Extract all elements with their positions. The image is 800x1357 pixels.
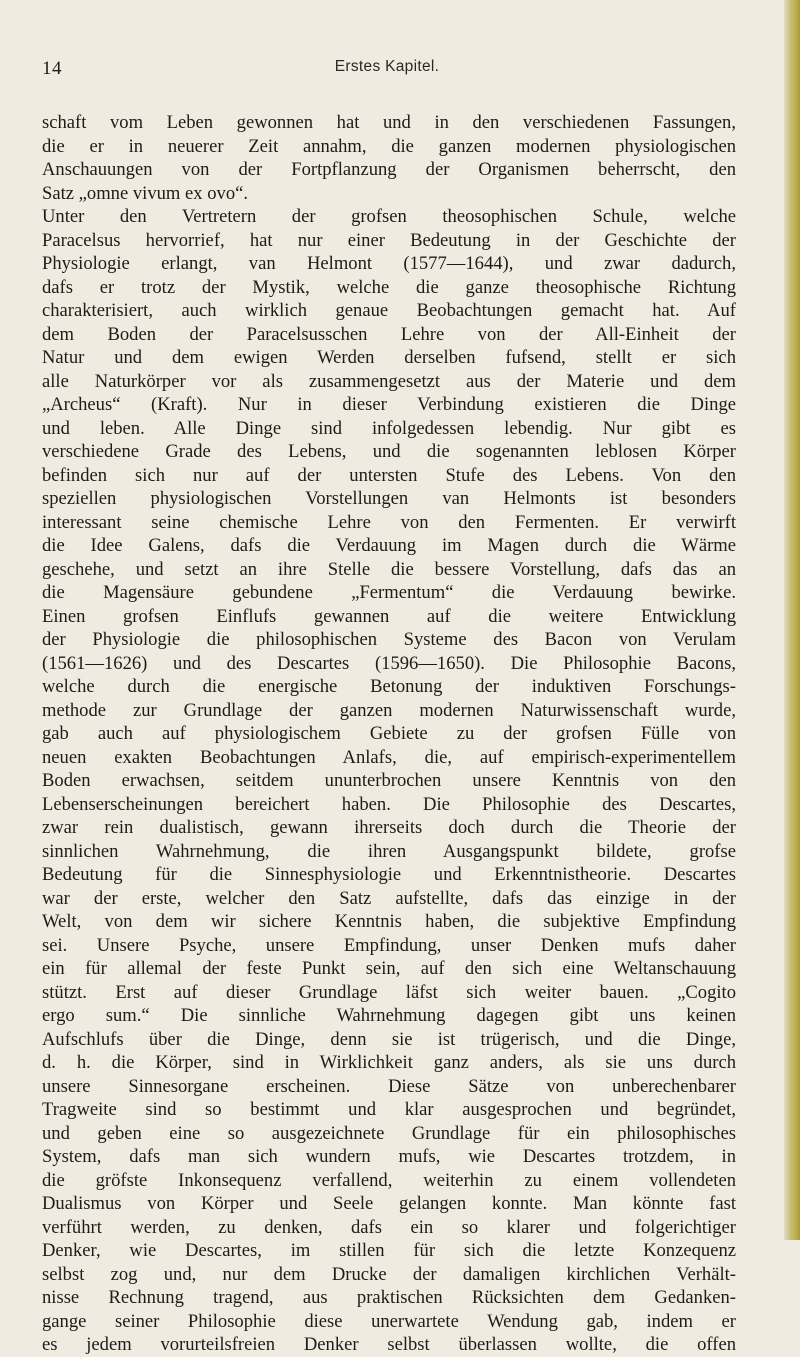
text-line: der Physiologie die philosophischen Systeme des Bacon von Verulam — [42, 629, 736, 650]
text-line: die gröfste Inkonsequenz verfallend, weiterhin zu einem vollendeten — [42, 1169, 736, 1191]
text-line: schaft vom Leben gewonnen hat und in den verschiedenen Fassungen, — [42, 112, 736, 133]
text-line: geschehe, und setzt an ihre Stelle die bessere Vorstellung, dafs das an — [42, 558, 736, 580]
text-line: Einen grofsen Einflufs gewannen auf die weitere Entwicklung — [42, 605, 736, 627]
text-line: „Archeus“ (Kraft). Nur in dieser Verbindung existieren die Dinge — [42, 394, 736, 415]
text-line: Welt, von dem wir sichere Kenntnis haben, die subjektive Empfindung — [42, 911, 736, 932]
text-line: dem Boden der Paracelsusschen Lehre von der All-Einheit der — [42, 323, 736, 345]
page-header — [42, 58, 732, 82]
text-line: Physiologie erlangt, van Helmont (1577—1644), und zwar dadurch, — [42, 253, 736, 274]
text-line: selbst zog und, nur dem Drucke der damaligen kirchlichen Verhält- — [42, 1263, 736, 1285]
text-line: die Magensäure gebundene „Fermentum“ die Verdauung bewirke. — [42, 582, 736, 603]
text-line: verführt werden, zu denken, dafs ein so klarer und folgerichtiger — [42, 1216, 736, 1238]
text-line: die er in neuerer Zeit annahm, die ganzen modernen physiologischen — [42, 135, 736, 157]
page-edge — [784, 0, 800, 1240]
text-line: verschiedene Grade des Lebens, und die sogenannten leblosen Körper — [42, 441, 736, 462]
text-line: d. h. die Körper, sind in Wirklichkeit ganz anders, als sie uns durch — [42, 1052, 736, 1073]
text-line: charakterisiert, auch wirklich genaue Beobachtungen gemacht hat. Auf — [42, 300, 736, 321]
text-line: es jedem vorurteilsfreien Denker selbst überlassen wollte, die offen — [42, 1334, 736, 1355]
text-line: neuen exakten Beobachtungen Anlafs, die, auf empirisch-experimentellem — [42, 746, 736, 768]
text-line: interessant seine chemische Lehre von den Fermenten. Er verwirft — [42, 511, 736, 533]
text-line: dafs er trotz der Mystik, welche die ganze theosophische Richtung — [42, 276, 736, 298]
text-line: gange seiner Philosophie diese unerwartete Wendung gab, indem er — [42, 1310, 736, 1332]
text-line: alle Naturkörper vor als zusammengesetzt aus der Materie und dem — [42, 370, 736, 392]
text-line: befinden sich nur auf der untersten Stufe des Lebens. Von den — [42, 464, 736, 486]
text-line: welche durch die energische Betonung der induktiven Forschungs- — [42, 676, 736, 697]
text-line: Denker, wie Descartes, im stillen für sich die letzte Konzequenz — [42, 1240, 736, 1261]
running-title: Erstes Kapitel. — [334, 58, 440, 75]
text-line: (1561—1626) und des Descartes (1596—1650). Die Philosophie Bacons, — [42, 652, 736, 674]
text-line: sei. Unsere Psyche, unsere Empfindung, unser Denken mufs daher — [42, 934, 736, 956]
text-line: Dualismus von Körper und Seele gelangen konnte. Man könnte fast — [42, 1193, 736, 1214]
text-line: Paracelsus hervorrief, hat nur einer Bedeutung in der Geschichte der — [42, 229, 736, 251]
text-line: Unter den Vertretern der grofsen theosophischen Schule, welche — [42, 206, 736, 227]
text-line: sinnlichen Wahrnehmung, die ihren Ausgangspunkt bildete, grofse — [42, 840, 736, 862]
text-line: Satz „omne vivum ex ovo“. — [42, 182, 249, 204]
text-line: nisse Rechnung tragend, aus praktischen Rücksichten dem Gedanken- — [42, 1287, 736, 1308]
text-line: methode zur Grundlage der ganzen modernen Naturwissenschaft wurde, — [42, 699, 736, 721]
text-line: stützt. Erst auf dieser Grundlage läfst sich weiter bauen. „Cogito — [42, 981, 736, 1003]
text-line: Bedeutung für die Sinnesphysiologie und Erkenntnistheorie. Descartes — [42, 864, 736, 885]
page-number: 14 — [42, 58, 62, 79]
body-text — [42, 111, 736, 1357]
text-line: und geben eine so ausgezeichnete Grundlage für ein philosophisches — [42, 1122, 736, 1144]
text-line: zwar rein dualistisch, gewann ihrerseits doch durch die Theorie der — [42, 817, 736, 838]
text-line: und leben. Alle Dinge sind infolgedessen lebendig. Nur gibt es — [42, 417, 736, 439]
text-line: gab auch auf physiologischem Gebiete zu der grofsen Fülle von — [42, 723, 736, 744]
text-line: Boden erwachsen, seitdem ununterbrochen unsere Kenntnis von den — [42, 770, 736, 791]
text-line: speziellen physiologischen Vorstellungen van Helmonts ist besonders — [42, 488, 736, 509]
text-line: Tragweite sind so bestimmt und klar ausgesprochen und begründet, — [42, 1099, 736, 1120]
text-line: Aufschlufs über die Dinge, denn sie ist trügerisch, und die Dinge, — [42, 1028, 736, 1050]
text-line: ein für allemal der feste Punkt sein, auf den sich eine Weltanschauung — [42, 958, 736, 979]
text-line: die Idee Galens, dafs die Verdauung im Magen durch die Wärme — [42, 535, 736, 556]
text-line: Lebenserscheinungen bereichert haben. Die Philosophie des Descartes, — [42, 793, 736, 815]
text-line: war der erste, welcher den Satz aufstellte, dafs das einzige in der — [42, 887, 736, 909]
text-line: Anschauungen von der Fortpflanzung der Organismen beherrscht, den — [42, 159, 736, 180]
text-line: ergo sum.“ Die sinnliche Wahrnehmung dagegen gibt uns keinen — [42, 1005, 736, 1026]
text-line: Natur und dem ewigen Werden derselben fufsend, stellt er sich — [42, 347, 736, 368]
text-line: unsere Sinnesorgane erscheinen. Diese Sätze von unberechenbarer — [42, 1075, 736, 1097]
text-line: System, dafs man sich wundern mufs, wie Descartes trotzdem, in — [42, 1146, 736, 1167]
